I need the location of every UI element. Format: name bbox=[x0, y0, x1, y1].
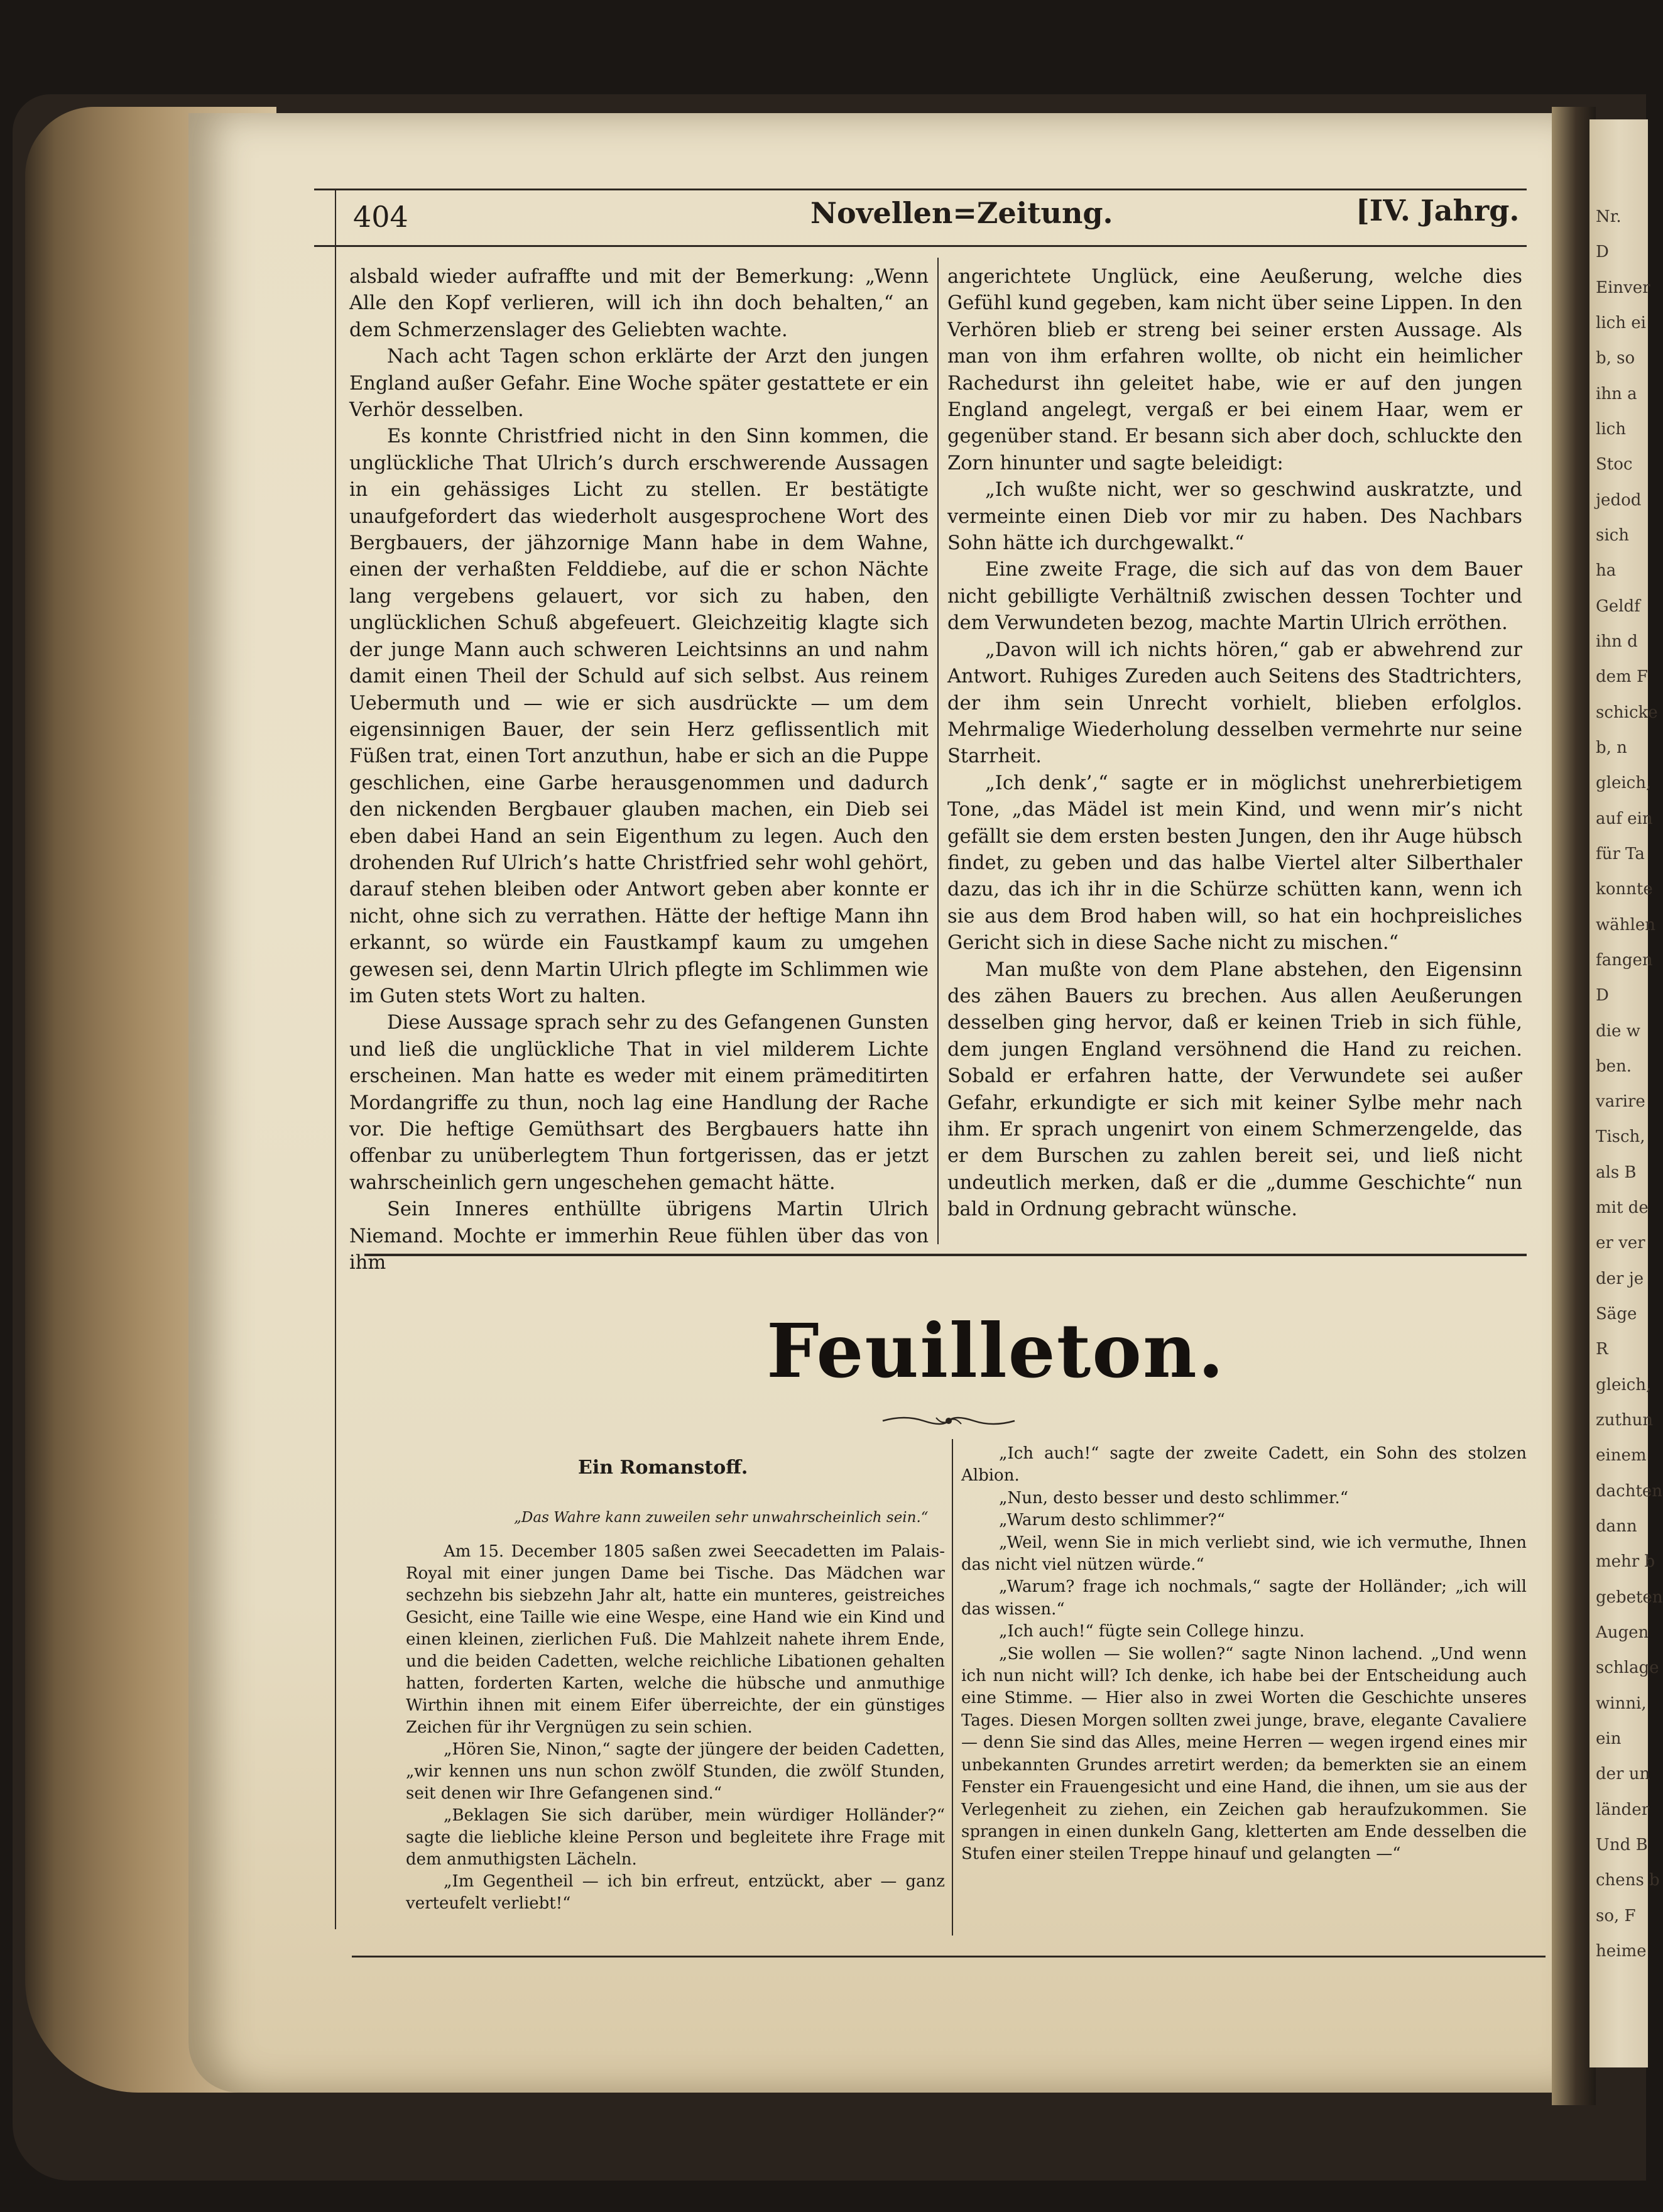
facing-page-fragment: Und B bbox=[1596, 1836, 1648, 1855]
paragraph: „Ich auch!“ fügte sein College hinzu. bbox=[999, 1622, 1305, 1641]
feuilleton-heading: Feuilleton. bbox=[766, 1307, 1225, 1394]
paragraph: Sein Inneres enthüllte übrigens Martin Ulrich Niemand. Mochte er immerhin Reue fühlen über das von ihm bbox=[349, 1198, 929, 1274]
facing-page-fragment: ha bbox=[1596, 561, 1617, 581]
facing-page-fragment: für Ta bbox=[1596, 844, 1645, 863]
running-title: Novellen=Zeitung. bbox=[810, 196, 1113, 230]
facing-page-fragment: Nr. bbox=[1596, 207, 1622, 226]
column-divider bbox=[937, 258, 939, 1244]
facing-page-fragment: länder bbox=[1596, 1800, 1650, 1819]
facing-page-fragment: wählen bbox=[1596, 915, 1655, 934]
feuilleton-left-column bbox=[406, 1541, 945, 1915]
facing-page-fragment: Tisch, bbox=[1596, 1127, 1645, 1147]
frame-left-rule bbox=[335, 189, 336, 1929]
facing-page-fragment: gleich, bbox=[1596, 1375, 1652, 1394]
facing-page-fragment: schlage bbox=[1596, 1658, 1659, 1678]
paragraph: Nach acht Tagen schon erklärte der Arzt den jungen England außer Gefahr. Eine Woche später gestattete er ein Verhör desselben. bbox=[349, 346, 929, 422]
facing-page-fragment: auf ein bbox=[1596, 809, 1653, 828]
facing-page-fragment: er ver bbox=[1596, 1234, 1645, 1253]
paragraph: „Weil, wenn Sie in mich verliebt sind, wie ich vermuthe, Ihnen das nicht viel nützen würde.“ bbox=[961, 1533, 1527, 1575]
facing-page bbox=[1589, 119, 1663, 2067]
facing-page-fragment: gleich, bbox=[1596, 774, 1652, 793]
facing-page-fragment: sich bbox=[1596, 525, 1629, 545]
facing-page-fragment: konnte bbox=[1596, 880, 1653, 899]
facing-page-fragment: winni, bbox=[1596, 1694, 1647, 1713]
facing-page-fragment: Einver bbox=[1596, 278, 1650, 297]
facing-page-fragment: mit de bbox=[1596, 1198, 1649, 1218]
story-title: Ein Romanstoff. bbox=[578, 1457, 748, 1479]
facing-page-fragment: varire bbox=[1596, 1092, 1645, 1112]
facing-page-fragment: zuthun bbox=[1596, 1411, 1654, 1430]
facing-page-fragment: als B bbox=[1596, 1163, 1637, 1182]
novel-text-right-column bbox=[947, 264, 1522, 1224]
page-number: 404 bbox=[353, 200, 408, 234]
ornament-divider-icon bbox=[880, 1411, 1018, 1430]
paragraph: „Davon will ich nichts hören,“ gab er abwehrend zur Antwort. Ruhiges Zureden auch Seitens des Stadtrichters, der ihm sein Unrecht vorhielt, blieben erfolglos. Mehrmalige Wiederholung desselben vermehrte nur seine Starrheit. bbox=[947, 638, 1522, 768]
paragraph: angerichtete Unglück, eine Aeußerung, welche dies Gefühl kund gegeben, kam nicht über seine Lippen. In den Verhören blieb er streng bei seiner ersten Aussage. Als man von ihm erfahren wollte, ob nicht ein heimlicher Rachedurst ihn geleitet habe, wie er auf den jungen England angelegt, vergaß er bei einem Haar, wem er gegenüber stand. Er besann sich aber doch, schluckte den Zorn hinunter und sagte beleidigt: bbox=[947, 266, 1522, 474]
facing-page-fragment: heime bbox=[1596, 1942, 1647, 1961]
paragraph: alsbald wieder aufraffte und mit der Bemerkung: „Wenn Alle den Kopf verlieren, will ich ihn doch behalten,“ an dem Schmerzenslager des Geliebten wachte. bbox=[349, 266, 929, 341]
facing-page-fragment: jedod bbox=[1596, 490, 1642, 510]
paragraph: „Nun, desto besser und desto schlimmer.“ bbox=[999, 1488, 1349, 1508]
bottom-rule bbox=[352, 1956, 1546, 1957]
facing-page-fragment: Stoc bbox=[1596, 455, 1633, 474]
paragraph: „Hören Sie, Ninon,“ sagte der jüngere der beiden Cadetten, „wir kennen uns nun schon zwölf Stunden, die zwölf Stunden, seit denen wir Ihre Gefangenen sind.“ bbox=[406, 1740, 945, 1803]
facing-page-fragment: dachten bbox=[1596, 1481, 1663, 1501]
header-rule bbox=[314, 245, 1527, 247]
facing-page-fragment: D bbox=[1596, 243, 1609, 262]
facing-page-fragment: Säge bbox=[1596, 1305, 1637, 1324]
facing-page-fragment: b, so bbox=[1596, 349, 1635, 368]
epigraph: „Das Wahre kann zuweilen sehr unwahrscheinlich sein.“ bbox=[514, 1509, 929, 1526]
paragraph: Man mußte von dem Plane abstehen, den Eigensinn des zähen Bauers zu brechen. Aus allen Aeußerungen desselben ging hervor, daß er keinen Trieb in sich fühle, dem jungen England versöhnend die Hand zu reichen. Sobald er erfahren hatte, der Verwundete sei außer Gefahr, erkundigte er sich mit keiner Sylbe mehr nach ihm. Er sprach ungenirt von einem Schmerzengelde, das er dem Burschen zu zahlen bereit sei, und ließ nicht undeutlich merken, daß er die „dumme Geschichte“ nun bald in Ordnung gebracht wünsche. bbox=[947, 958, 1522, 1221]
facing-page-fragment: lich ei bbox=[1596, 313, 1646, 332]
facing-page-fragment: schicke bbox=[1596, 703, 1658, 722]
novel-text-left-column bbox=[349, 264, 929, 1276]
feuilleton-right-column bbox=[961, 1443, 1527, 1866]
facing-page-fragment: ein bbox=[1596, 1729, 1622, 1749]
paragraph: „Warum desto schlimmer?“ bbox=[999, 1511, 1225, 1530]
facing-page-fragment: ihn a bbox=[1596, 384, 1637, 403]
paragraph: Es konnte Christfried nicht in den Sinn kommen, die unglückliche That Ulrich’s durch erschwerende Aussagen in ein gehässiges Licht zu stellen. Er bestätigte unaufgefordert das wiederholt ausgesprochene Wort des Bergbauers, der jähzornige Mann habe in dem Wahne, einen der verhaßten Felddiebe, auf die er schon Nächte lang vergebens gelauert, vor sich zu haben, den unglücklichen Schuß abgefeuert. Gleichzeitig klagte sich der junge Mann auch schweren Leichtsinns an und nahm damit einen Theil der Schuld auf sich selbst. Aus reinem Uebermuth und — wie er sich ausdrückte — um dem eigensinnigen Bauer, der sein Herz geflissentlich mit Füßen trat, einen Tort anzuthun, habe er sich an die Puppe geschlichen, eine Garbe herausgenommen und dadurch den nickenden Bergbauer glauben machen, ein Dieb sei eben dabei Hand an sein Eigenthum zu legen. Auch den drohenden Ruf Ulrich’s hatte Christfried sehr wohl gehört, darauf stehen bleiben oder Antwort geben aber konnte er nicht, ohne sich zu verrathen. Hätte der heftige Mann ihn erkannt, so würde ein Faustkampf kaum zu umgehen gewesen sei, denn Martin Ulrich pflegte im Schlimmen wie im Guten stets Wort zu halten. bbox=[349, 425, 929, 1007]
year-label: [IV. Jahrg. bbox=[1356, 194, 1520, 227]
facing-page-fragment: Geldf bbox=[1596, 596, 1640, 616]
facing-page-fragment: lich bbox=[1596, 419, 1626, 439]
header-rule-top bbox=[314, 189, 1527, 190]
facing-page-fragment: fangen bbox=[1596, 950, 1653, 970]
paragraph: Eine zweite Frage, die sich auf das von dem Bauer nicht gebilligte Verhältniß zwischen dessen Tochter und dem Verwundeten bezog, machte Martin Ulrich erröthen. bbox=[947, 559, 1522, 635]
facing-page-fragment: die w bbox=[1596, 1021, 1640, 1041]
paragraph: „Sie wollen — Sie wollen?“ sagte Ninon lachend. „Und wenn ich nun nicht will? Ich denke, ich habe bei der Entscheidung auch eine Stimme. — Hier also in zwei Worten die Geschichte unseres Tages. Diesen Morgen sollten zwei junge, brave, elegante Cavaliere — denn Sie sind das Alles, meine Herren — wegen irgend eines mir unbekannten Grundes arretirt werden; da bemerkten sie an einem Fenster ein Frauengesicht und eine Hand, die ihnen, um sie aus der Verlegenheit zu ziehen, ein Zeichen gab heraufzukommen. Sie sprangen in einen dunkeln Gang, kletterten am Ende desselben die Stufen einer steilen Treppe hinauf und gelangten —“ bbox=[961, 1644, 1527, 1864]
facing-page-fragment: ihn d bbox=[1596, 632, 1638, 651]
facing-page-fragment: ben. bbox=[1596, 1056, 1632, 1076]
facing-page-fragment: Augen bbox=[1596, 1623, 1649, 1643]
paragraph: „Beklagen Sie sich darüber, mein würdiger Holländer?“ sagte die liebliche kleine Person und begleitete ihre Frage mit dem anmuthigsten Lächeln. bbox=[406, 1806, 945, 1869]
paragraph: „Ich wußte nicht, wer so geschwind auskratzte, und vermeinte einen Dieb vor mir zu haben. Des Nachbars Sohn hätte ich durchgewalkt.“ bbox=[947, 479, 1522, 555]
paragraph: Diese Aussage sprach sehr zu des Gefangenen Gunsten und ließ die unglückliche That in viel milderem Lichte erscheinen. Man hatte es weder mit einem prämeditirten Mordangriffe zu thun, noch lag eine Handlung der Rache vor. Die heftige Gemüthsart des Bergbauers hatte ihn offenbar zu unüberlegtem Thun fortgerissen, das er jetzt wahrscheinlich gern ungeschehen gemacht hätte. bbox=[349, 1012, 929, 1194]
feuilleton-column-divider bbox=[952, 1439, 953, 1936]
facing-page-fragment: mehr b bbox=[1596, 1552, 1655, 1572]
facing-page-fragment: b, n bbox=[1596, 738, 1627, 757]
paragraph: „Ich denk’,“ sagte er in möglichst unehrerbietigem Tone, „das Mädel ist mein Kind, und wenn mir’s nicht gefällt sie dem ersten besten Jungen, den ihr Auge hübsch findet, zu geben und das halbe Viertel alter Silberthaler dazu, das ich ihr in die Schürze schütten kann, wenn ich sie aus dem Brod haben will, so hat ein hochpreisliches Gericht sich in diese Sache nicht zu mischen.“ bbox=[947, 772, 1522, 955]
facing-page-fragment: chens b bbox=[1596, 1871, 1660, 1890]
facing-page-fragment: so, F bbox=[1596, 1906, 1636, 1925]
facing-page-fragment: D bbox=[1596, 986, 1609, 1005]
paragraph: Am 15. December 1805 saßen zwei Seecadetten im Palais-Royal mit einer jungen Dame bei Tische. Das Mädchen war sechzehn bis siebzehn Jahr alt, hatte ein munteres, geistreiches Gesicht, eine Taille wie eine Wespe, eine Hand wie ein Kind und einen kleinen, zierlichen Fuß. Die Mahlzeit nahete ihrem Ende, und die beiden Cadetten, welche reichliche Libationen gehalten hatten, forderten Karten, welche die hübsche und anmuthige Wirthin ihnen mit einem Eifer überreichte, der ein günstiges Zeichen für ihr Vergnügen zu sein schien. bbox=[406, 1542, 945, 1737]
facing-page-fragment: R bbox=[1596, 1340, 1608, 1359]
facing-page-fragment: einem bbox=[1596, 1446, 1647, 1465]
facing-page-fragment: gebeten bbox=[1596, 1587, 1663, 1607]
facing-page-fragment: dem F bbox=[1596, 667, 1648, 687]
paragraph: „Im Gegentheil — ich bin erfreut, entzückt, aber — ganz verteufelt verliebt!“ bbox=[406, 1872, 945, 1913]
paragraph: „Ich auch!“ sagte der zweite Cadett, ein Sohn des stolzen Albion. bbox=[961, 1444, 1527, 1486]
facing-page-fragment: der je bbox=[1596, 1269, 1644, 1288]
facing-page-fragment: dann bbox=[1596, 1517, 1637, 1536]
facing-page-fragment: der un bbox=[1596, 1765, 1650, 1784]
paragraph: „Warum? frage ich nochmals,“ sagte der Holländer; „ich will das wissen.“ bbox=[961, 1577, 1527, 1619]
